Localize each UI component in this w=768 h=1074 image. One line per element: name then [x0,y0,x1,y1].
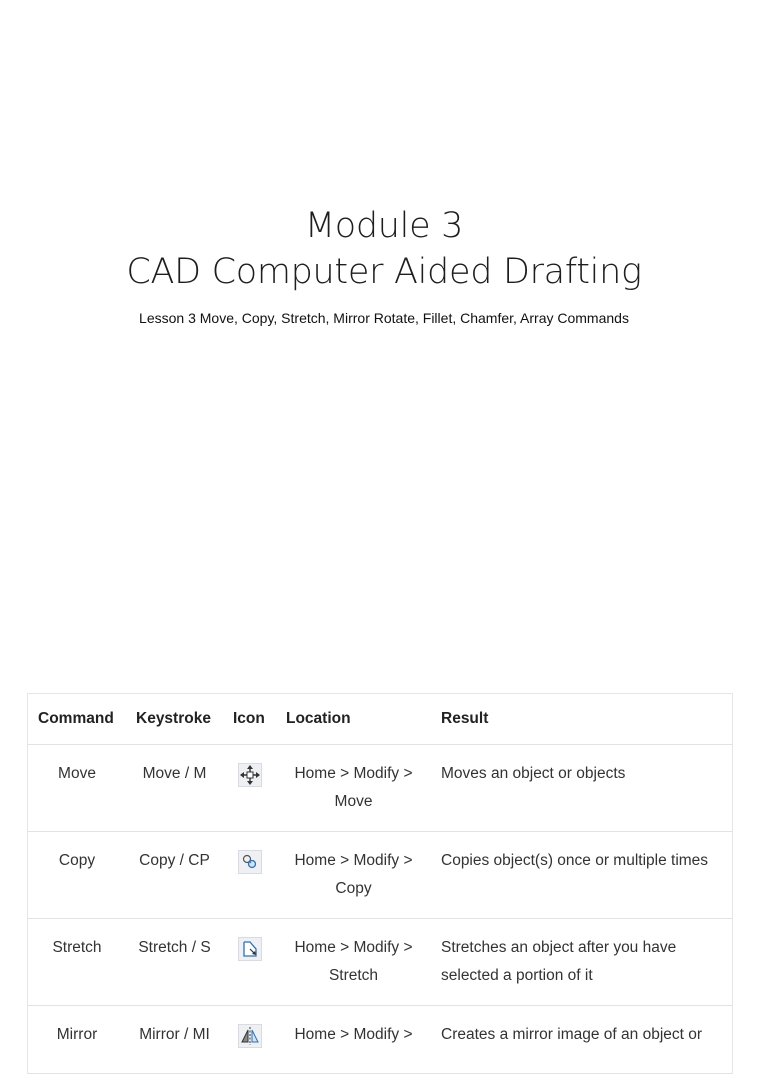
table-row [28,832,732,919]
cell-location [276,919,431,1006]
cell-command: Copy [28,832,126,919]
table-row [28,1006,732,1074]
cell-location [276,1006,431,1074]
cell-result: Stretches an object after you have selected a portion of it [431,919,732,1006]
cell-location [276,832,431,919]
move-icon [238,763,262,787]
table-header-row [28,694,732,745]
slide-subtitle: Lesson 3 Move, Copy, Stretch, Mirror Rotate, Fillet, Chamfer, Array Commands [139,310,629,326]
mirror-icon [238,1024,262,1048]
location-item: Copy [335,880,372,897]
location-item: Stretch [328,967,379,984]
location-path: Home > Modify > [294,765,413,782]
cell-command: Stretch [28,919,126,1006]
cell-result: Moves an object or objects [431,745,732,832]
cell-keystroke: Copy / CP [126,832,223,919]
cell-command: Mirror [28,1006,126,1074]
header-result: Result [431,694,732,745]
header-icon: Icon [223,694,276,745]
location-path: Home > Modify > [294,852,413,869]
header-location: Location [276,694,431,745]
title-block [0,203,768,327]
slide-title-line-1: Module 3 [304,206,464,246]
cell-location [276,745,431,832]
cell-command: Move [28,745,126,832]
cell-result: Copies object(s) once or multiple times [431,832,732,919]
cell-result: Creates a mirror image of an object or [431,1006,732,1074]
table-row [28,919,732,1006]
table-row [28,745,732,832]
copy-icon [238,850,262,874]
commands-table [27,693,733,1074]
header-keystroke: Keystroke [126,694,223,745]
stretch-icon [238,937,262,961]
cell-keystroke: Stretch / S [126,919,223,1006]
header-command: Command [28,694,126,745]
cell-icon [223,832,276,919]
location-item: Move [334,793,373,810]
cell-keystroke: Mirror / MI [126,1006,223,1074]
cell-keystroke: Move / M [126,745,223,832]
slide-title-line-2: CAD Computer Aided Drafting [126,252,642,292]
cell-icon [223,1006,276,1074]
cell-icon [223,919,276,1006]
location-path: Home > Modify > [294,939,413,956]
location-path: Home > Modify > [294,1026,413,1043]
cell-icon [223,745,276,832]
